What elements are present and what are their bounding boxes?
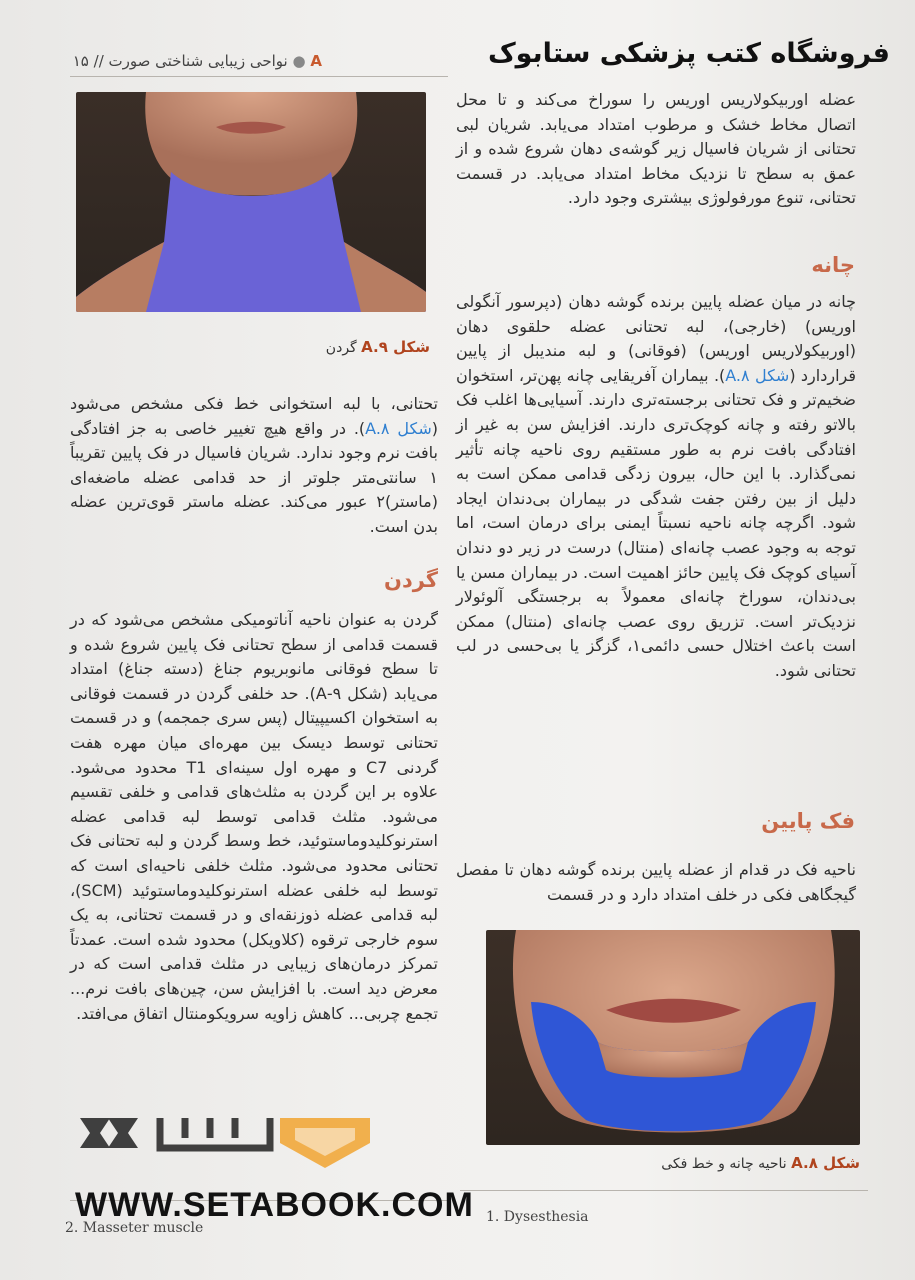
bullet-icon: ● <box>292 52 306 70</box>
watermark-url: WWW.SETABOOK.COM <box>75 1186 474 1224</box>
left-figure-reference[interactable]: شکل A.۸ <box>365 418 432 438</box>
figure-chin-label: شکل A.۸ <box>791 1154 860 1172</box>
neck-heading: گردن <box>384 568 438 592</box>
figure-neck-text: گردن <box>325 340 357 356</box>
chin-paragraph-part-2: ). بیماران آفریقایی چانه پهن‌تر، استخوان ضخیم‌تر و فک تحتانی برجسته‌تری دارند. آسیایی‌ها اغلب فک بالاتو رفته و چانه کوچک‌تری دارند. افزایش سن به غیر از افتادگی بافت نرم به طور مستقیم روی ناحیه چانه تأثیر نمی‌گذارد. با این حال، بیرون زدگی قدامی ممکن است به دلیل از بین رفتن جفت شدگی در بیماران بی‌دندان ایجاد شود. اگرچه چانه ناحیه نسبتاً ایمنی برای درمان است، اما توجه به وجود عصب چانه‌ای (منتال) درست در زیر دو دندان آسیای کوچک فک پایین حائز اهمیت است. در بیماران مسن یا بی‌دندان، سوراخ چانه‌ای معمولاً به برجستگی آلوئولار نزدیک‌تر است. تزریق روی عصب چانه‌ای (منتال) ممکن است باعث اختلال حسی دائمی۱، گزگز یا بی‌حسی در لب تحتانی شود. <box>456 365 856 680</box>
figure-chin-photo <box>486 930 860 1145</box>
left-intro-paragraph <box>70 392 438 540</box>
footnote-masseter: 2. Masseter muscle <box>65 1220 204 1236</box>
chin-paragraph-part-1: چانه در میان عضله پایین برنده گوشه دهان (دپرسور آنگولی اوریس) (خارجی)، لبه تحتانی عضله حلقوی دهان (اوربیکولاریس اوریس) (فوقانی) و لبه مندیبل از پایین قراردارد ( <box>456 292 856 385</box>
chin-illustration <box>486 930 860 1145</box>
watermark-logo <box>70 1098 400 1178</box>
page-number: ۱۵ <box>72 52 89 70</box>
header-rule <box>70 76 448 77</box>
left-intro-part-1: تحتانی، با لبه استخوانی خط فکی مشخص می‌شود ( <box>70 394 438 438</box>
figure-neck-caption <box>230 338 430 356</box>
figure-chin-text: ناحیه چانه و خط فکی <box>661 1156 787 1172</box>
store-banner: فروشگاه کتب پزشکی ستابوک <box>487 38 890 69</box>
footnote-rule-right <box>460 1190 868 1191</box>
chin-heading: چانه <box>811 253 855 277</box>
chapter-title: نواحی زیبایی شناختی صورت <box>108 52 288 70</box>
running-header <box>72 52 322 70</box>
footnote-dysesthesia: 1. Dysesthesia <box>486 1209 589 1225</box>
header-separator: // <box>93 52 104 70</box>
figure-neck-photo <box>76 92 426 312</box>
chin-figure-reference[interactable]: شکل A.۸ <box>725 365 790 385</box>
neck-illustration <box>76 92 426 312</box>
figure-neck-label: شکل A.۹ <box>361 338 430 356</box>
right-intro-paragraph: عضله اوربیکولاریس اوریس را سوراخ می‌کند و تا محل اتصال مخاط خشک و مرطوب امتداد می‌یابد. شریان لبی تحتانی از شریان فاسیال زیر گوشه‌ی دهان شروع شده و از عمق به سطح تا نزدیک مخاط امتداد می‌یابد. در قسمت تحتانی، تنوع مورفولوژی بیشتری وجود دارد. <box>456 90 856 208</box>
chin-paragraph <box>456 290 856 684</box>
figure-chin-caption <box>620 1154 860 1172</box>
section-letter: A <box>310 52 322 70</box>
left-intro-part-2: ). در واقع هیچ تغییر خاصی به جز افتادگی بافت نرم وجود ندارد. شریان فاسیال در فک پایین تقریباً ۱ سانتی‌متر جلوتر از حد قدامی عضله ماضغه‌ای (ماستر)۲ عبور می‌کند. عضله ماستر قوی‌ترین عضله بدن است. <box>70 418 438 536</box>
jaw-heading: فک پایین <box>761 809 855 833</box>
neck-paragraph: گردن به عنوان ناحیه آناتومیکی مشخص می‌شود که در قسمت قدامی از سطح تحتانی فک پایین شروع شده و تا سطح فوقانی مانوبریوم جناغ (دسته جناغ) امتداد می‌یابد (شکل ۹-A). حد خلفی گردن در قسمت فوقانی به استخوان اکسیپیتال (پس سری جمجمه) و در قسمت تحتانی توسط دیسک بین مهره‌ای میان مهره هفت گردنی C7 و مهره اول سینه‌ای T1 محدود می‌شود. علاوه بر این گردن به مثلث‌های قدامی و خلفی تقسیم می‌شود. مثلث قدامی توسط لبه قدامی عضله استرنوکلیدوماستوئید، خط وسط گردن و لبه تحتانی فک تحتانی محدود می‌شود. مثلث خلفی ناحیه‌ای است که توسط لبه خلفی عضله استرنوکلیدوماستوئید (SCM)، لبه قدامی عضله ذوزنقه‌ای و در قسمت تحتانی، به یک سوم خارجی ترقوه (کلاویکل) محدود شده است. عمدتاً تمرکز درمان‌های زیبایی در مثلث قدامی است که در معرض دید است. با افزایش سن، چین‌های بافت نرم... تجمع چربی... کاهش زاویه سرویکومنتال اتفاق می‌افتد. <box>70 610 439 1023</box>
setabook-logo-icon <box>70 1098 400 1178</box>
jaw-paragraph: ناحیه فک در قدام از عضله پایین برنده گوشه دهان تا مفصل گیجگاهی فکی در خلف امتداد دارد و در قسمت <box>456 860 856 904</box>
